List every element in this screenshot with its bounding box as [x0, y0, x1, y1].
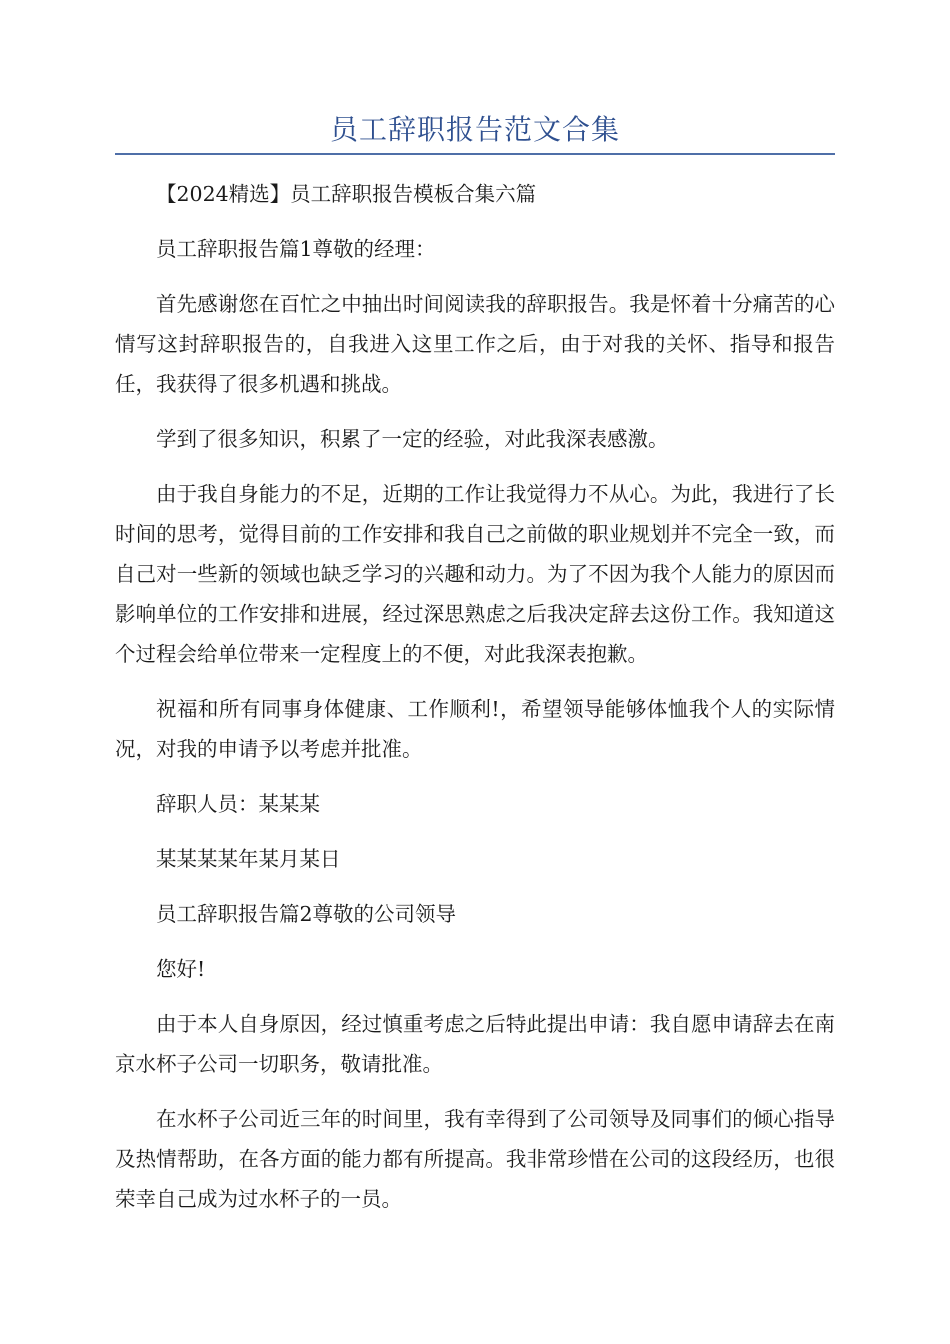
paragraph: 由于我自身能力的不足，近期的工作让我觉得力不从心。为此，我进行了长时间的思考，觉得目前的工作安排和我自己之前做的职业规划并不完全一致，而自己对一些新的领域也缺乏学习的兴趣和动力。为了不因为我个人能力的原因而影响单位的工作安排和进展，经过深思熟虑之后我决定辞去这份工作。我知道这个过程会给单位带来一定程度上的不便，对此我深表抱歉。 — [115, 482, 835, 666]
paragraph: 由于本人自身原因，经过慎重考虑之后特此提出申请：我自愿申请辞去在南京水杯子公司一切职务，敬请批准。 — [115, 1012, 835, 1076]
paragraph-heading: 【2024精选】员工辞职报告模板合集六篇 — [156, 182, 537, 206]
greeting: 您好! — [156, 957, 206, 981]
document-body — [115, 174, 835, 1234]
signature-line: 辞职人员：某某某 — [156, 792, 320, 816]
title-underline — [115, 153, 835, 155]
paragraph: 在水杯子公司近三年的时间里，我有幸得到了公司领导及同事们的倾心指导及热情帮助，在各方面的能力都有所提高。我非常珍惜在公司的这段经历，也很荣幸自己成为过水杯子的一员。 — [115, 1107, 835, 1211]
date-line: 某某某某年某月某日 — [156, 847, 341, 871]
paragraph-salutation-2: 员工辞职报告篇2尊敬的公司领导 — [156, 902, 457, 926]
paragraph: 祝福和所有同事身体健康、工作顺利!，希望领导能够体恤我个人的实际情况，对我的申请予以考虑并批准。 — [115, 697, 835, 761]
paragraph: 学到了很多知识，积累了一定的经验，对此我深表感激。 — [156, 427, 669, 451]
paragraph: 首先感谢您在百忙之中抽出时间阅读我的辞职报告。我是怀着十分痛苦的心情写这封辞职报告的，自我进入这里工作之后，由于对我的关怀、指导和报告任，我获得了很多机遇和挑战。 — [115, 292, 835, 396]
paragraph-salutation-1: 员工辞职报告篇1尊敬的经理： — [156, 237, 436, 261]
document-title: 员工辞职报告范文合集 — [329, 113, 620, 146]
